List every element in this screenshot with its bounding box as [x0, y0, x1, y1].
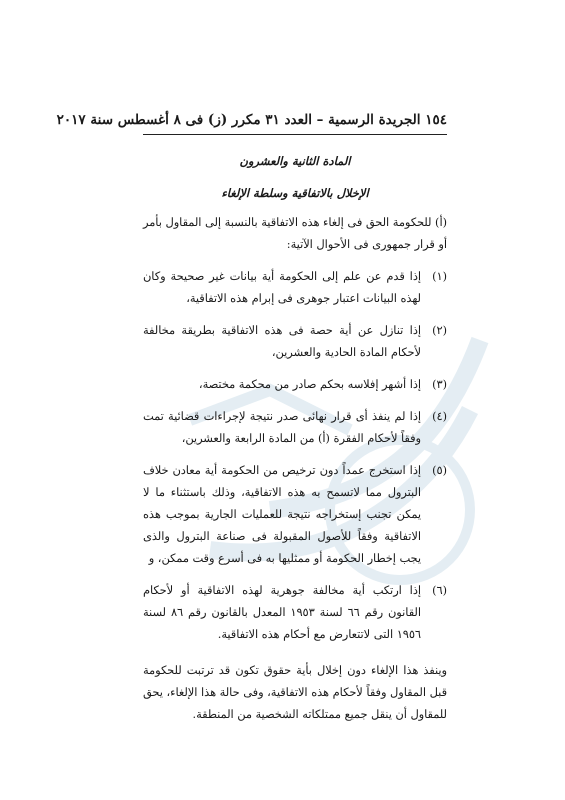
- item-number: (٤): [432, 410, 447, 423]
- item-number: (١): [432, 270, 447, 283]
- item-text: إذا ارتكب أية مخالفة جوهرية لهذه الاتفاقية أو لأحكام القانون رقم ٦٦ لسنة ١٩٥٣ المعدل بالقانون رقم ٨٦ لسنة ١٩٥٦ التى لاتتعارض مع أحكام هذه الاتفاقية.: [143, 584, 422, 641]
- item-text: إذا استخرج عمداً دون ترخيص من الحكومة أية معادن خلاف البترول مما لاتسمح به هذه الاتفاقية، وذلك باستثناء ما لا يمكن تجنب إستخراجه نتيجة للعمليات الجارية بموجب هذه الاتفاقية وفقاً للأصول المقبولة فى صناعة البترول والذى يجب إخطار الحكومة أو ممثليها به فى أسرع وقت ممكن، و: [143, 464, 421, 565]
- list-item: [143, 406, 447, 450]
- item-number: (٣): [432, 378, 447, 391]
- list-item: [143, 580, 447, 646]
- list-item: [143, 266, 447, 310]
- item-text: إذا تنازل عن أية حصة فى هذه الاتفاقية بطريقة مخالفة لأحكام المادة الحادية والعشرين،: [143, 324, 421, 359]
- closing-paragraph: وينفذ هذا الإلغاء دون إخلال بأية حقوق تكون قد ترتبت للحكومة قبل المقاول وفقاً لأحكام هذه الاتفاقية، وفى حالة هذا الإلغاء، يحق للمقاول أن ينقل جميع ممتلكاته الشخصية من المنطقة.: [143, 664, 447, 721]
- item-text: إذا أشهر إفلاسه بحكم صادر من محكمة مختصة،: [198, 378, 421, 391]
- item-number: (٦): [432, 584, 447, 597]
- intro-paragraph: (أ) للحكومة الحق فى إلغاء هذه الاتفاقية بالنسبة إلى المقاول بأمر أو قرار جمهورى فى الأحوال الآتية:: [143, 216, 447, 251]
- page-header: ١٥٤ الجريدة الرسمية – العدد ٣١ مكرر (ز) فى ٨ أغسطس سنة ٢٠١٧: [56, 112, 447, 128]
- list-item: [143, 320, 447, 364]
- article-title: المادة الثانية والعشرون: [239, 154, 351, 168]
- header-divider: [143, 134, 447, 135]
- item-number: (٢): [432, 324, 447, 337]
- item-text: إذا قدم عن علم إلى الحكومة أية بيانات غير صحيحة وكان لهذه البيانات اعتبار جوهرى فى إبرام هذه الاتفاقية،: [143, 270, 421, 305]
- list-item: [143, 374, 447, 396]
- item-number: (٥): [432, 464, 447, 477]
- item-text: إذا لم ينفذ أى قرار نهائى صدر نتيجة لإجراءات قضائية تمت وفقاً لأحكام الفقرة (أ) من المادة الرابعة والعشرين،: [143, 410, 421, 445]
- list-item: [143, 460, 447, 570]
- document-body: [143, 146, 447, 736]
- article-subject: الإخلال بالاتفاقية وسلطة الإلغاء: [221, 186, 369, 200]
